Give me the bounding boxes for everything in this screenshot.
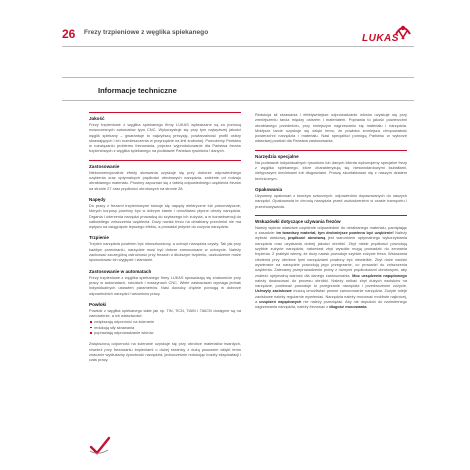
red-divider <box>89 112 241 113</box>
text-redukcja: Redukcja sił skrawania i efektywniejsze odprowadzanie wiórów uzyskuje się przy zmniejszeniu tarcia między ostrzem i materiałem. Poprawia to jakość powierzchni obrabianego przedmiotu, przy mniejszym nagrzewaniu się materiału i narzędzia. Mniejsze tarcie uzyskuje się dzięki temu, że powłoka zmniejsza chropowatość powierzchni narzędzia i materiału. Nasi specjaliści pomogą Państwu w wyborze właściwej powłoki dla Państwa zastosowania. <box>255 112 407 144</box>
logo-text: LUKAS <box>362 33 399 44</box>
bullet-item: zwiększają odporność na ścieranie <box>89 319 241 324</box>
section-rule-top <box>62 77 414 78</box>
section-rule-bottom <box>62 100 414 101</box>
text-wskazowki <box>255 225 407 310</box>
tip-bold: prędkość obrotową <box>287 235 326 241</box>
text-powloki-intro: Powłoki z węglika spiekanego takie jak np. TiN, TiCN, TiAlN i TiAlCN dostępne są na zamówienie, a ich właściwości: <box>89 307 241 319</box>
tip-bold: im twardszy materiał, tym drobniejsze powinno być uzębienie! <box>276 230 394 236</box>
page-header <box>0 0 470 50</box>
red-divider <box>255 215 407 216</box>
text-narzedzia-specjalne: Na podstawie indywidualnych rysunków lub danych klienta wykonujemy specjalne frezy z węglika spiekanego, które charakteryzują się niestandardowymi kształtami, nietypowymi średnicami lub długościami. Proszę skontaktować się z naszym działem technicznym. <box>255 159 407 181</box>
text-napedy: Do pracy z frezami trzpieniowymi stosuje się napędy elektryczne lub pneumatyczne, których korpusy powinny być w dobrym stanie i umożliwiać płynne obroty narzędzia. Drgania i uderzenia narzędzi prowadzą do szybszego ich zużycia, a w konsekwencji do całkowitego zniszczenia uzębienia. Duży nacisk frezu na obrabiany przedmiot nie ma wpływu na osiągnięcie lepszego efektu, a prowadzi jedynie do zużycia narzędzia. <box>89 202 241 230</box>
tip-bold: urządzeń napędowych <box>259 299 302 305</box>
text-automaty: Frezy trzpieniowe z węglika spiekanego firmy LUKAS sprawdzają się znakomicie przy pracy w automatach, robotach i maszynach CNC. Wiele zastosowań wymaga jednak indywidualnych ustawień parametrów. Nasi doradcy chętnie pomogą w doborze odpowiednich narzędzi i warunków pracy. <box>89 274 241 296</box>
bullet-item: poprawiają odprowadzanie wiórów <box>89 330 241 335</box>
tip-text: muszą umożliwiać pewne zamocowanie narzędzia. Zużyte tuleje zaciskowe należy regularnie wymieniać. Narzędzia należy mocować możliwie najkrócej, a <box>255 288 407 305</box>
heading-narzedzia-specjalne: Narzędzia specjalne <box>255 153 299 159</box>
text-trzpienie: Trzpień narzędzia powinien być nieuszkodzony, a uchwyt narzędzia czysty. Tak jak przy każdym przecinaniu, narzędzie musi być dobrze zamocowane w uchwycie. Należy zachować szczególną ostrożność przy frezach o dłuższym trzpieniu, uszkodzenie może spowodować ich wygięcie i złamanie. <box>89 241 241 263</box>
tip-text: Należy wybrać właściwe uzębienie odpowiednie do obrabianego materiału, pamiętając o zasadzie: <box>255 224 407 236</box>
tip-bold: Uchwyty zaciskowe <box>255 288 292 294</box>
heading-trzpienie: Trzpienie <box>89 235 109 241</box>
right-column <box>255 112 407 316</box>
heading-napedy: Napędy <box>89 196 106 202</box>
heading-automaty: Zastosowanie w automatach <box>89 268 152 274</box>
section-title: Informacje techniczne <box>98 86 177 95</box>
left-column <box>89 112 241 369</box>
tip-text: nie należy przeciążać. Aby nie dopuścić do nadmiernego nagrzewania narzędzia, należy frezować z <box>255 299 407 310</box>
tip-text: Należy wybrać właściwą <box>255 230 407 241</box>
tip-bold: Moc urządzenia napędowego <box>352 272 407 278</box>
header-title: Frezy trzpieniowe z węglika spiekanego <box>84 29 209 36</box>
heading-jakosc: Jakość <box>89 116 105 121</box>
page-number: 26 <box>62 27 76 41</box>
text-opakowania: Używamy opakowań z tworzyw sztucznych, odpowiednio dopasowanych do naszych narzędzi. Opakowania te chronią narzędzia przed uszkodzeniem w czasie transportu i przechowywania. <box>255 192 407 209</box>
heading-opakowania: Opakowania <box>255 186 283 192</box>
tip-text: jest warunkiem optymalnego wykorzystania narzędzia oraz uzyskania dobrej jakości obróbki. Zbyt niskie prędkości powodują szybkie zużycie narzędzia, natomiast zbyt wysokie mogą prowadzić do zerwania trzpienia. Z praktyki wiemy, że duży nacisk powoduje szybkie zużycie freza. Wskazania ciśnienia przy obróbce tymi narzędziami powinny być niewielkie. Zbyt duże naciski wywierane na narzędzie powodują jego przegrzanie, co prowadzi do zniszczenia uzębienia. Zalecamy przeprowadzenie próby z różnymi prędkościami obrotowymi, aby znaleźć optymalną wartość dla danego zastosowania. <box>255 235 407 278</box>
red-divider <box>255 150 407 151</box>
tip-text: . <box>366 304 368 310</box>
text-powloki-outro: Zwiększoną odporność na ścieranie uzyskuje się przy obróbce materiałów twardych, również przy frezowaniu trzpieniami o dużej średnicy z dużą posuwem dzięki temu znacznie wydłużamy żywotność narzędzia, jednocześnie redukując koszty eksploatacji i czas pracy. <box>89 341 241 363</box>
tip-text: należy dostosować do procesu obróbki. Należy unikać zbyt dużych nacisków na narzędzie, ponieważ powoduje to przegrzanie narzędzia i przedwczesne zużycie. <box>255 277 407 289</box>
heading-zastosowanie: Zastosowanie <box>89 163 120 169</box>
red-divider <box>89 160 241 161</box>
lukas-logo <box>360 22 412 44</box>
heading-powloki: Powłoki <box>89 301 107 307</box>
tip-bold: długość mocowania <box>329 304 367 310</box>
text-zastosowanie: Niekonwencjonalnie efekty skrawania uzyskuje się przy doborze odpowiedniego uzębienia oraz optymalnych prędkości obrotowych narzędzia, zależnie od rodzaju obrabianego materiału. Prosimy zapoznać się z tabelą odpowiedniego uzębienia frezów na stronie 27 oraz prędkości obrotowych na stronie 28. <box>89 169 241 191</box>
text-jakosc: Frezy trzpieniowe z węglika spiekanego firmy LUKAS wytwarzane są za pomocą nowoczesnych automatów typu CNC. Wykorzystuje się przy tym najwyższej jakości węglik spiekany – gwarantuje to najwyższą precyzję, powtarzalność profili ostrzy skrawających i ich rozmieszczenia w przyrządzie na linii śrubowej. Pomożemy Państwu w rozwiązaniu problemu frezowania, poprzez wyprodukowanie dla Państwa frezów trzpieniowych z węglika spiekanego na podstawie Państwa rysunków i danych. <box>89 122 241 154</box>
heading-wskazowki: Wskazówki dotyczące używania frezów <box>255 218 341 224</box>
header-rule <box>62 46 414 47</box>
bullet-item: redukują siły skrawania <box>89 325 241 330</box>
certification-logo-icon <box>88 436 112 456</box>
